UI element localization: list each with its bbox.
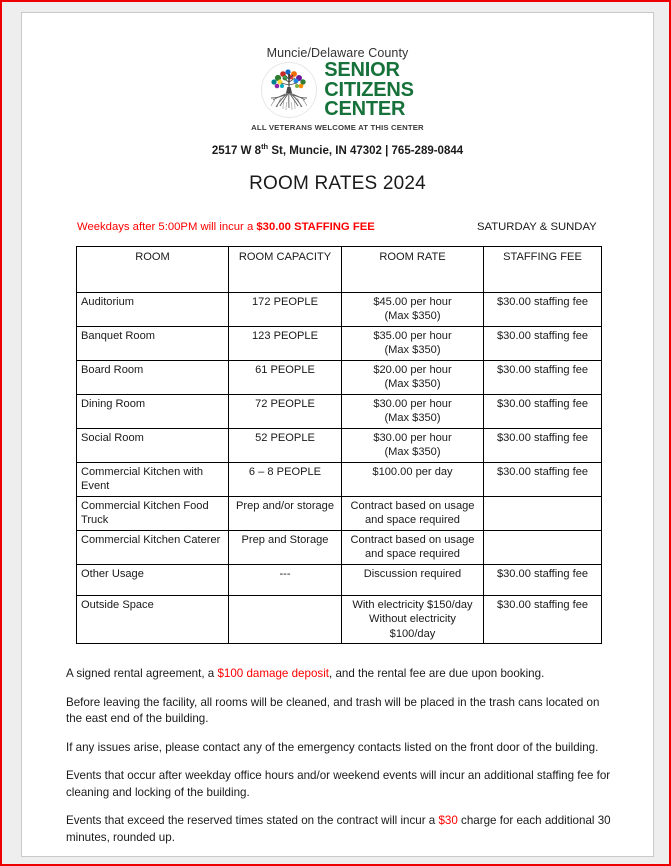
cell-rate-sub: Without electricity $100/day	[369, 613, 456, 640]
cell-rate-main: $35.00 per hour	[373, 329, 452, 342]
document-page	[21, 12, 654, 857]
cell-capacity: Prep and/or storage	[229, 496, 342, 530]
note-paragraph	[66, 813, 611, 846]
table-row	[77, 428, 602, 462]
cell-rate-sub: (Max $350)	[384, 310, 441, 322]
logo-wordmark-line-3: CENTER	[324, 98, 406, 120]
room-rates-table-wrap	[76, 246, 601, 645]
table-row	[77, 292, 602, 326]
cell-room: Social Room	[77, 428, 229, 462]
cell-rate-main: With electricity $150/day	[352, 598, 473, 611]
cell-capacity: 72 PEOPLE	[229, 394, 342, 428]
cell-rate	[342, 428, 484, 462]
address-ordinal-suffix: th	[261, 141, 269, 151]
cell-rate: Contract based on usage and space required	[342, 530, 484, 564]
cell-fee: $30.00 staffing fee	[484, 462, 602, 496]
cell-room: Commercial Kitchen with Event	[77, 462, 229, 496]
note-text-pre: Events that occur after weekday office hours and/or weekend events will incur an additional staffing fee for cleaning and locking of the building.	[66, 769, 611, 799]
table-row	[77, 496, 602, 530]
table-header-row	[77, 246, 602, 292]
cell-capacity: 172 PEOPLE	[229, 292, 342, 326]
cell-room: Other Usage	[77, 564, 229, 595]
weekday-notice-prefix: Weekdays after 5:00PM will incur a	[77, 220, 257, 233]
cell-room: Banquet Room	[77, 326, 229, 360]
note-paragraph	[66, 695, 611, 728]
logo-tagline: ALL VETERANS WELCOME AT THIS CENTER	[251, 122, 424, 132]
cell-rate	[342, 394, 484, 428]
note-text-pre: Before leaving the facility, all rooms will be cleaned, and trash will be placed in the trash cans located on the east end of the building.	[66, 695, 600, 725]
cell-fee: $30.00 staffing fee	[484, 394, 602, 428]
cell-rate	[342, 360, 484, 394]
note-text-post: charge for each additional 30 minutes, rounded up.	[66, 814, 611, 844]
table-row	[77, 326, 602, 360]
cell-rate: $100.00 per day	[342, 462, 484, 496]
organization-logo-block	[22, 46, 653, 132]
logo-wordmark-line-1: SENIOR	[324, 59, 400, 81]
cell-capacity: ---	[229, 564, 342, 595]
cell-room: Commercial Kitchen Food Truck	[77, 496, 229, 530]
cell-rate	[342, 292, 484, 326]
column-header-room: ROOM	[77, 246, 229, 292]
note-highlight: $30	[438, 814, 458, 827]
table-row	[77, 462, 602, 496]
cell-rate: Discussion required	[342, 564, 484, 595]
tree-circle-logo-icon	[261, 62, 317, 118]
cell-capacity: 123 PEOPLE	[229, 326, 342, 360]
cell-fee: $30.00 staffing fee	[484, 564, 602, 595]
cell-room: Outside Space	[77, 595, 229, 644]
table-row	[77, 360, 602, 394]
policy-notes	[66, 666, 611, 846]
cell-fee	[484, 530, 602, 564]
note-paragraph	[66, 666, 611, 683]
note-text-pre: If any issues arise, please contact any of the emergency contacts listed on the front door of the building.	[66, 740, 599, 754]
note-highlight: $100 damage deposit	[217, 667, 329, 680]
cell-capacity: 61 PEOPLE	[229, 360, 342, 394]
note-text-pre: Events that exceed the reserved times stated on the contract will incur a	[66, 814, 439, 827]
note-paragraph	[66, 768, 611, 801]
table-row	[77, 530, 602, 564]
weekday-staffing-notice	[77, 221, 375, 233]
cell-fee: $30.00 staffing fee	[484, 292, 602, 326]
page-title: ROOM RATES 2024	[249, 172, 426, 194]
cell-rate-sub: (Max $350)	[384, 344, 441, 356]
cell-rate: Contract based on usage and space required	[342, 496, 484, 530]
cell-rate-main: $30.00 per hour	[373, 397, 452, 410]
address-rest: St, Muncie, IN 47302 | 765-289-0844	[268, 144, 464, 157]
note-text-pre: A signed rental agreement, a	[66, 667, 218, 680]
cell-capacity: Prep and Storage	[229, 530, 342, 564]
weekend-label: SATURDAY & SUNDAY	[477, 220, 597, 233]
cell-room: Board Room	[77, 360, 229, 394]
cell-capacity	[229, 595, 342, 644]
address-line	[22, 141, 653, 157]
cell-rate-main: $20.00 per hour	[373, 363, 452, 376]
cell-rate	[342, 595, 484, 644]
weekday-notice-amount: $30.00 STAFFING FEE	[256, 220, 375, 233]
column-header-rate: ROOM RATE	[342, 246, 484, 292]
cell-fee: $30.00 staffing fee	[484, 428, 602, 462]
cell-fee: $30.00 staffing fee	[484, 360, 602, 394]
cell-room: Auditorium	[77, 292, 229, 326]
address-street: 2517 W 8	[211, 144, 262, 157]
column-header-capacity: ROOM CAPACITY	[229, 246, 342, 292]
logo-wordmark-line-2: CITIZENS	[324, 78, 414, 101]
logo-row	[22, 61, 653, 120]
cell-fee: $30.00 staffing fee	[484, 595, 602, 644]
banner-row	[22, 221, 653, 236]
room-rates-table	[76, 246, 602, 645]
cell-fee: $30.00 staffing fee	[484, 326, 602, 360]
cell-rate-sub: (Max $350)	[384, 412, 441, 424]
cell-capacity: 52 PEOPLE	[229, 428, 342, 462]
cell-rate-sub: (Max $350)	[384, 378, 441, 390]
logo-county-line: Muncie/Delaware County	[266, 46, 409, 60]
table-row	[77, 564, 602, 595]
cell-rate-main: $45.00 per hour	[373, 295, 452, 308]
column-header-fee: STAFFING FEE	[484, 246, 602, 292]
page-content	[22, 13, 653, 857]
cell-rate-main: $30.00 per hour	[373, 431, 452, 444]
logo-wordmark	[324, 61, 414, 120]
cell-rate-sub: (Max $350)	[384, 446, 441, 458]
cell-capacity: 6 – 8 PEOPLE	[229, 462, 342, 496]
cell-room: Commercial Kitchen Caterer	[77, 530, 229, 564]
note-text-post: , and the rental fee are due upon booking.	[329, 667, 545, 680]
cell-fee	[484, 496, 602, 530]
cell-rate	[342, 326, 484, 360]
table-row	[77, 394, 602, 428]
table-row	[77, 595, 602, 644]
note-paragraph	[66, 740, 611, 757]
cell-room: Dining Room	[77, 394, 229, 428]
